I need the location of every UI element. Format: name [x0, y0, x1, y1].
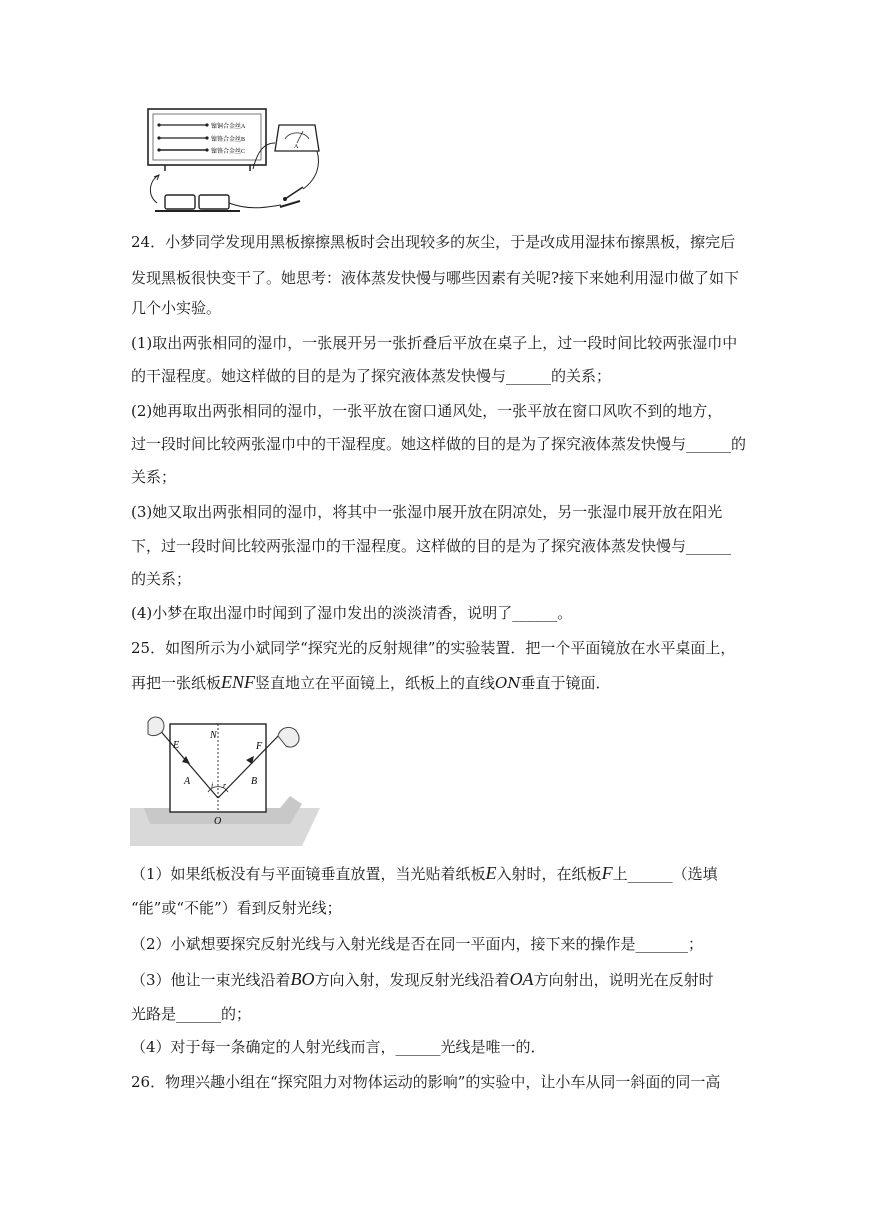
q24-part1-line-2: 的干湿程度。她这样做的目的是为了探究液体蒸发快慢与______的关系； [131, 367, 612, 385]
label-n: N [210, 730, 217, 741]
q25-part3-line-1: （3）他让一束光线沿着BO方向入射，发现反射光线沿着OA方向射出，说明光在反射时 [131, 969, 714, 989]
label-r: r [223, 781, 227, 790]
q25-stem-line-2: 再把一张纸板ENF竖直地立在平面镜上，纸板上的直线ON垂直于镜面． [131, 672, 611, 692]
battery-2 [199, 195, 229, 209]
label-f: F [256, 741, 263, 752]
q24-stem-line-1: 24．小梦同学发现用黑板擦擦黑板时会出现较多的灰尘，于是改成用湿抹布擦黑板，擦完后 [131, 233, 736, 251]
switch-icon [280, 187, 303, 207]
battery-1 [165, 195, 195, 209]
wire-label-b: 镍铬合金丝B [211, 137, 246, 143]
label-oa: OA [509, 969, 534, 989]
label-b: B [251, 776, 258, 787]
wire-label-c: 镍铬合金丝C [211, 149, 246, 155]
label-f-inline: F [601, 863, 613, 883]
label-e-inline: E [485, 863, 497, 883]
label-enf: ENF [221, 672, 256, 692]
q25-part4-line-1: （4）对于每一条确定的人射光线而言，______光线是唯一的． [131, 1038, 546, 1056]
q24-part3-line-3: 的关系； [131, 570, 192, 588]
q24-stem-line-3: 几个小实验。 [131, 299, 222, 317]
q25-part1-line-2: “能”或“不能”）看到反射光线； [131, 899, 342, 917]
label-o: O [214, 816, 222, 827]
q24-part2-line-1: (2)她再取出两张相同的湿巾，一张平放在窗口通风处，一张平放在窗口风吹不到的地方， [131, 402, 723, 420]
ammeter-icon [275, 125, 319, 151]
label-bo: BO [290, 969, 315, 989]
q25-part2-line-1: （2）小斌想要探究反射光线与入射光线是否在同一平面内，接下来的操作是_______； [131, 935, 704, 953]
label-a: A [184, 776, 191, 787]
ammeter-label: A [294, 144, 299, 150]
reflection-diagram [130, 712, 320, 847]
q24-stem-line-2: 发现黑板很快变干了。她思考：液体蒸发快慢与哪些因素有关呢?接下来她利用湿巾做了如下 [131, 269, 740, 287]
circuit-diagram [145, 103, 345, 218]
q25-part1-line-1: （1）如果纸板没有与平面镜垂直放置，当光贴着纸板E入射时，在纸板F上______（选填 [131, 863, 718, 883]
q24-part3-line-2: 下，过一段时间比较两张湿巾的干湿程度。这样做的目的是为了探究液体蒸发快慢与______ [131, 537, 732, 555]
circuit-figure [145, 103, 345, 218]
q24-part2-line-2: 过一段时间比较两张湿巾中的干湿程度。她这样做的目的是为了探究液体蒸发快慢与______的 [131, 435, 747, 453]
q24-part4-line-1: (4)小梦在取出湿巾时闻到了湿巾发出的淡淡清香，说明了______。 [131, 604, 573, 622]
q24-part3-line-1: (3)她又取出两张相同的湿巾，将其中一张湿巾展开放在阴凉处，另一张湿巾展开放在阳光 [131, 503, 723, 521]
q26-stem-line-1: 26．物理兴趣小组在“探究阻力对物体运动的影响”的实验中，让小车从同一斜面的同一高 [131, 1073, 721, 1091]
q24-part2-line-3: 关系； [131, 468, 177, 486]
reflection-figure [130, 712, 320, 847]
q25-stem-line-1: 25．如图所示为小斌同学“探究光的反射规律”的实验装置．把一个平面镜放在水平桌面上， [131, 639, 736, 657]
label-i: i [211, 781, 214, 790]
label-e: E [173, 740, 180, 751]
wire-label-a: 镍铜合金丝A [211, 124, 246, 130]
label-on: ON [495, 674, 521, 692]
q24-part1-line-1: (1)取出两张相同的湿巾，一张展开另一张折叠后平放在桌子上，过一段时间比较两张湿巾中 [131, 334, 738, 352]
q25-part3-line-2: 光路是______的； [131, 1005, 252, 1023]
